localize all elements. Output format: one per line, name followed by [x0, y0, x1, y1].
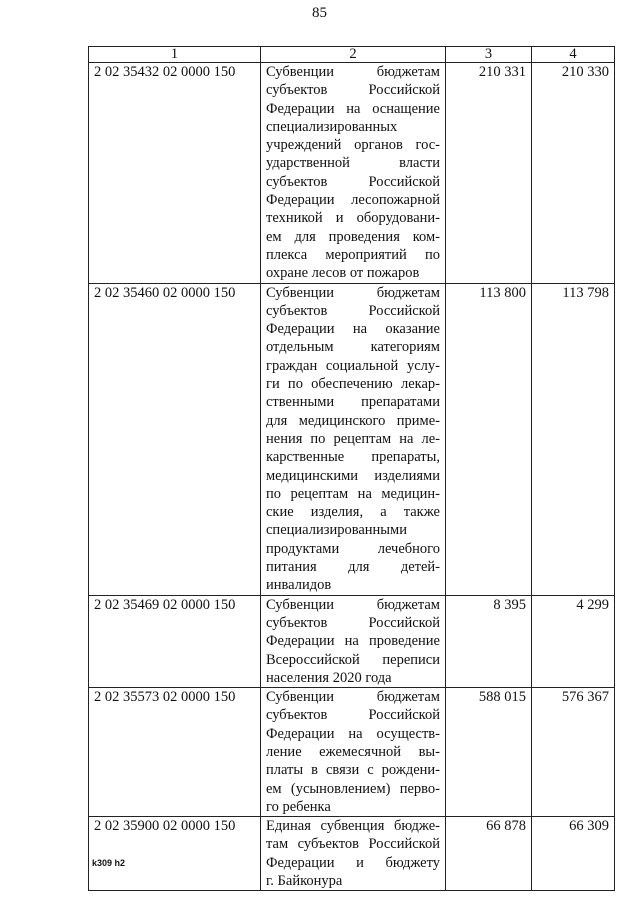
description-line: граждан социальной услу- — [266, 357, 440, 374]
description-line: для медицинского приме- — [266, 412, 440, 429]
amount-column-4-cell: 66 309 — [532, 817, 615, 891]
description-line: Субвенции бюджетам — [266, 284, 440, 301]
table-row — [89, 688, 615, 817]
column-header-2: 2 — [261, 47, 446, 63]
table-row — [89, 817, 615, 891]
description-line: Федерации на проведение — [266, 633, 440, 650]
description-line: там субъектов Российской — [266, 836, 440, 853]
budget-code-cell: 2 02 35469 02 0000 150 — [89, 595, 261, 687]
description-line: ударственной власти — [266, 155, 440, 172]
description-line: по рецептам на медицин- — [266, 485, 440, 502]
description-line: учреждений органов гос- — [266, 137, 440, 154]
description-line: субъектов Российской — [266, 302, 440, 319]
description-line: Субвенции бюджетам — [266, 64, 440, 80]
budget-code-cell: 2 02 35573 02 0000 150 — [89, 688, 261, 817]
description-line: охране лесов от пожаров — [266, 265, 420, 282]
table-row — [89, 63, 615, 284]
amount-column-4-cell: 4 299 — [532, 595, 615, 687]
description-line: субъектов Российской — [266, 614, 440, 631]
table-body — [89, 63, 615, 891]
budget-code-cell: 2 02 35900 02 0000 150 — [89, 817, 261, 891]
description-line: ские изделия, а также — [266, 504, 440, 521]
amount-column-3-cell: 113 800 — [446, 283, 532, 595]
description-line: специализированными — [266, 522, 407, 539]
amount-column-3-cell: 210 331 — [446, 63, 532, 284]
description-line: субъектов Российской — [266, 707, 440, 724]
description-cell — [261, 63, 446, 284]
description-cell — [261, 817, 446, 891]
description-line: г. Байконура — [266, 873, 343, 890]
description-line: ем для проведения ком- — [266, 228, 440, 245]
description-line: инвалидов — [266, 577, 332, 594]
budget-table — [88, 46, 615, 891]
description-line: Федерации лесопожарной — [266, 192, 440, 209]
description-line: Федерации и бюджету — [266, 854, 440, 871]
description-line: го ребенка — [266, 798, 331, 815]
table-row — [89, 283, 615, 595]
description-line: нения по рецептам на ле- — [266, 430, 440, 447]
description-line: Всероссийской переписи — [266, 651, 440, 668]
description-line: питания для детей- — [266, 559, 440, 576]
column-header-3: 3 — [446, 47, 532, 63]
description-line: ление ежемесячной вы- — [266, 743, 440, 760]
description-line: Субвенции бюджетам — [266, 596, 440, 613]
description-line: продуктами лечебного — [266, 540, 440, 557]
description-cell — [261, 688, 446, 817]
column-header-1: 1 — [89, 47, 261, 63]
description-line: карственные препараты, — [266, 449, 440, 466]
description-line: Субвенции бюджетам — [266, 689, 440, 706]
table-header-row — [89, 47, 615, 63]
description-line: населения 2020 года — [266, 669, 392, 686]
description-line: Федерации на оказание — [266, 321, 440, 338]
amount-column-3-cell: 588 015 — [446, 688, 532, 817]
description-line: медицинскими изделиями — [266, 467, 440, 484]
description-line: ем (усыновлением) перво- — [266, 780, 440, 797]
description-line: отдельным категориям — [266, 339, 440, 356]
description-line: ственными препаратами — [266, 394, 440, 411]
description-cell — [261, 595, 446, 687]
description-line: Федерации на оснащение — [266, 100, 440, 117]
description-line: платы в связи с рождени- — [266, 762, 440, 779]
description-line: плекса мероприятий по — [266, 246, 440, 263]
description-line: Федерации на осуществ- — [266, 725, 440, 742]
table-row — [89, 595, 615, 687]
budget-code-cell: 2 02 35432 02 0000 150 — [89, 63, 261, 284]
description-line: ги по обеспечению лекар- — [266, 376, 440, 393]
budget-code-cell: 2 02 35460 02 0000 150 — [89, 283, 261, 595]
description-cell — [261, 283, 446, 595]
column-header-4: 4 — [532, 47, 615, 63]
description-line: субъектов Российской — [266, 173, 440, 190]
document-footer-code: k309 h2 — [92, 858, 126, 868]
amount-column-3-cell: 66 878 — [446, 817, 532, 891]
description-line: специализированных — [266, 118, 398, 135]
amount-column-4-cell: 113 798 — [532, 283, 615, 595]
description-line: Единая субвенция бюдже- — [266, 818, 440, 835]
page-number: 85 — [312, 5, 327, 21]
amount-column-4-cell: 576 367 — [532, 688, 615, 817]
description-line: субъектов Российской — [266, 82, 440, 99]
amount-column-3-cell: 8 395 — [446, 595, 532, 687]
description-line: техникой и оборудовани- — [266, 210, 440, 227]
amount-column-4-cell: 210 330 — [532, 63, 615, 284]
